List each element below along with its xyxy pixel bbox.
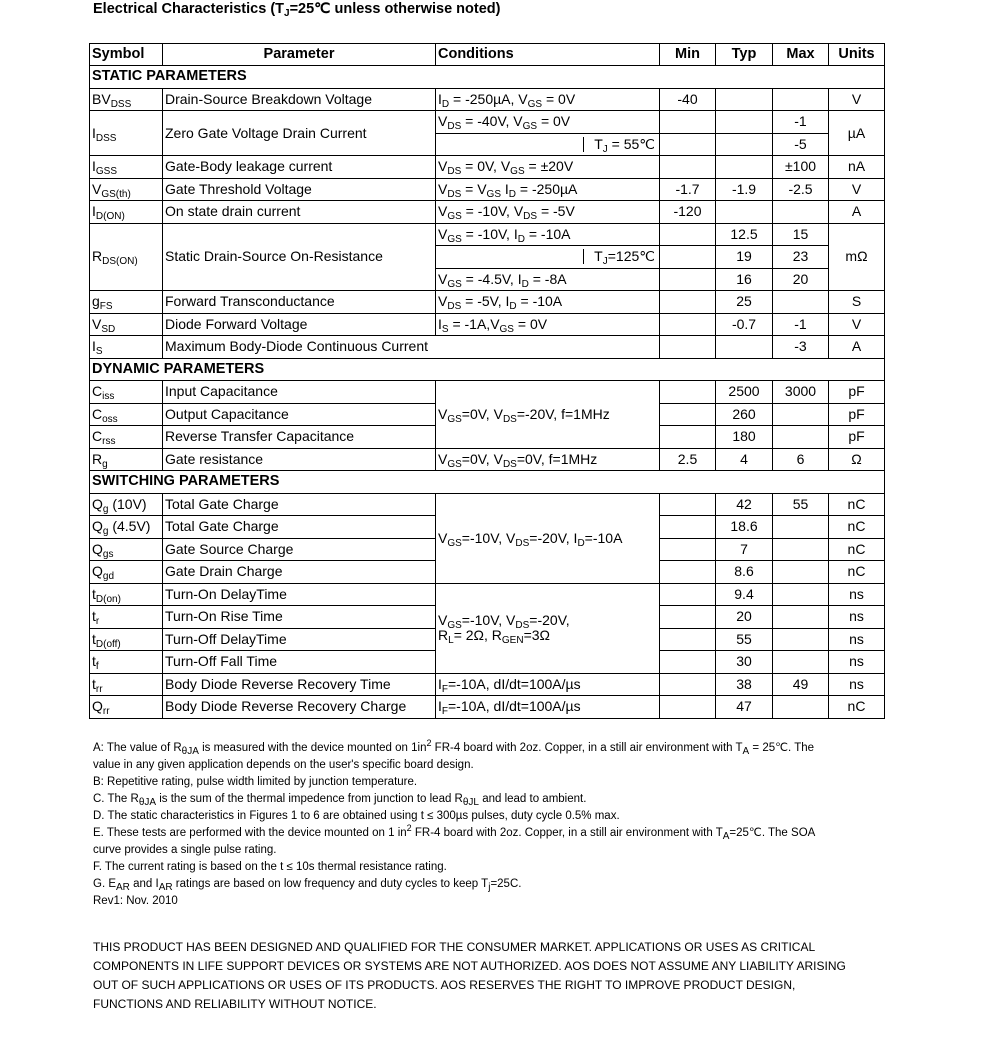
table-row xyxy=(90,156,885,179)
units: V xyxy=(829,313,885,336)
typ-value: 42 xyxy=(716,493,773,516)
conditions: $I_S = -1A,V_{GS} = 0V$ xyxy=(436,313,660,336)
conditions: $V_{DS} = 0V$, $V_{GS} = \pm 20V$ xyxy=(436,156,660,179)
note-g: G. $E_{AR}$ and $I_{AR}$ ratings are based on low frequency and duty cycles to keep $T_j=25C$. xyxy=(93,878,522,893)
table-row xyxy=(90,336,885,359)
section-static: STATIC PARAMETERS xyxy=(90,66,885,89)
table-row xyxy=(90,291,885,314)
conditions: $I_D = -250\mu A$, $V_{GS} = 0V$ xyxy=(436,88,660,111)
max-value: 6 xyxy=(773,448,829,471)
symbol: $g_{FS}$ xyxy=(90,291,163,314)
electrical-characteristics-table xyxy=(89,43,885,719)
typ-value: 18.6 xyxy=(716,516,773,539)
note-b: B: Repetitive rating, pulse width limited by junction temperature. xyxy=(93,776,418,788)
symbol: $C_{rss}$ xyxy=(90,426,163,449)
max-value: ±100 xyxy=(773,156,829,179)
parameter: Output Capacitance xyxy=(163,403,436,426)
typ-value: 260 xyxy=(716,403,773,426)
table-row xyxy=(90,696,885,719)
parameter: Body Diode Reverse Recovery Time xyxy=(163,673,436,696)
table-header xyxy=(90,44,885,66)
conditions: $V_{DS} = V_{GS}$ $I_D = -250\mu A$ xyxy=(436,178,660,201)
symbol: $R_g$ xyxy=(90,448,163,471)
conditions: $I_F=-10A$, dI/dt=100A/µs xyxy=(436,696,660,719)
max-value: 23 xyxy=(773,246,829,269)
note-f: F. The current rating is based on the t ≤ 10s thermal resistance rating. xyxy=(93,861,447,873)
header-parameter: Parameter xyxy=(163,44,436,66)
units: nC xyxy=(829,516,885,539)
conditions: $V_{GS}=0V$, $V_{DS}=-20V$, f=1MHz xyxy=(436,381,660,449)
conditions: $V_{GS} = -10V$, $V_{DS} = -5V$ xyxy=(436,201,660,224)
max-value: 55 xyxy=(773,493,829,516)
header-typ: Typ xyxy=(716,44,773,66)
revision: Rev1: Nov. 2010 xyxy=(93,895,178,907)
max-value: -5 xyxy=(773,133,829,156)
units: pF xyxy=(829,381,885,404)
symbol: $I_{DSS}$ xyxy=(90,111,163,156)
header-units: Units xyxy=(829,44,885,66)
symbol: $C_{oss}$ xyxy=(90,403,163,426)
units: µA xyxy=(829,111,885,156)
symbol: $I_S$ xyxy=(90,336,163,359)
conditions: $I_F=-10A$, dI/dt=100A/µs xyxy=(436,673,660,696)
min-value: -120 xyxy=(660,201,716,224)
typ-value: 16 xyxy=(716,268,773,291)
max-value: 15 xyxy=(773,223,829,246)
units: ns xyxy=(829,628,885,651)
note-d: D. The static characteristics in Figures 1 to 6 are obtained using t ≤ 300µs pulses, duty cycle 0.5% max. xyxy=(93,810,620,822)
parameter: Gate resistance xyxy=(163,448,436,471)
parameter: Drain-Source Breakdown Voltage xyxy=(163,88,436,111)
units: S xyxy=(829,291,885,314)
symbol: $Q_{gd}$ xyxy=(90,561,163,584)
parameter: Diode Forward Voltage xyxy=(163,313,436,336)
tj-condition: $T_J=125℃$ xyxy=(583,249,659,264)
typ-value: 9.4 xyxy=(716,583,773,606)
parameter: Maximum Body-Diode Continuous Current xyxy=(163,336,660,359)
parameter: Gate Source Charge xyxy=(163,538,436,561)
symbol: $t_{rr}$ xyxy=(90,673,163,696)
note-e-cont: curve provides a single pulse rating. xyxy=(93,844,277,856)
parameter: On state drain current xyxy=(163,201,436,224)
max-value: -2.5 xyxy=(773,178,829,201)
disclaimer-line: THIS PRODUCT HAS BEEN DESIGNED AND QUALIFIED FOR THE CONSUMER MARKET. APPLICATIONS OR USES AS CRITICAL xyxy=(93,940,816,954)
typ-value: 38 xyxy=(716,673,773,696)
parameter: Total Gate Charge xyxy=(163,516,436,539)
note-a-cont: value in any given application depends on the user's specific board design. xyxy=(93,759,474,771)
typ-value: 19 xyxy=(716,246,773,269)
symbol: $Q_{gs}$ xyxy=(90,538,163,561)
conditions: $V_{DS} = -5V$, $I_D = -10A$ xyxy=(436,291,660,314)
units: Ω xyxy=(829,448,885,471)
max-value: -1 xyxy=(773,313,829,336)
units: pF xyxy=(829,426,885,449)
symbol: $I_{D(ON)}$ xyxy=(90,201,163,224)
units: mΩ xyxy=(829,223,885,291)
section-dynamic: DYNAMIC PARAMETERS xyxy=(90,358,885,381)
page-title: Electrical Characteristics ($T_J=25℃$ unless otherwise noted) xyxy=(93,1,501,19)
conditions: $V_{DS} = -40V$, $V_{GS} = 0V$ xyxy=(436,111,660,134)
max-value: 20 xyxy=(773,268,829,291)
min-value: -1.7 xyxy=(660,178,716,201)
conditions: $V_{GS}=-10V$, $V_{DS}=-20V$, $R_L= 2\Omega$, $R_{GEN}=3\Omega$ xyxy=(436,583,660,673)
max-value: -1 xyxy=(773,111,829,134)
table-row xyxy=(90,448,885,471)
typ-value: -1.9 xyxy=(716,178,773,201)
typ-value: 12.5 xyxy=(716,223,773,246)
header-conditions: Conditions xyxy=(436,44,660,66)
header-max: Max xyxy=(773,44,829,66)
parameter: Turn-Off Fall Time xyxy=(163,651,436,674)
units: V xyxy=(829,88,885,111)
units: ns xyxy=(829,673,885,696)
parameter: Gate-Body leakage current xyxy=(163,156,436,179)
symbol: $t_{D(on)}$ xyxy=(90,583,163,606)
disclaimer-line: FUNCTIONS AND RELIABILITY WITHOUT NOTICE. xyxy=(93,997,377,1011)
footnotes xyxy=(93,740,893,910)
symbol: $Q_{rr}$ xyxy=(90,696,163,719)
disclaimer xyxy=(93,938,893,1014)
units: ns xyxy=(829,606,885,629)
units: A xyxy=(829,201,885,224)
typ-value: 25 xyxy=(716,291,773,314)
units: V xyxy=(829,178,885,201)
parameter: Static Drain-Source On-Resistance xyxy=(163,223,436,291)
parameter: Gate Drain Charge xyxy=(163,561,436,584)
parameter: Forward Transconductance xyxy=(163,291,436,314)
table-row xyxy=(90,88,885,111)
units: nC xyxy=(829,696,885,719)
table-row xyxy=(90,111,885,134)
typ-value: 47 xyxy=(716,696,773,719)
disclaimer-line: COMPONENTS IN LIFE SUPPORT DEVICES OR SYSTEMS ARE NOT AUTHORIZED. AOS DOES NOT ASSUME ANY LIABILITY ARISING xyxy=(93,959,846,973)
symbol: $Q_g$ (10V) xyxy=(90,493,163,516)
table-row xyxy=(90,381,885,404)
symbol: $R_{DS(ON)}$ xyxy=(90,223,163,291)
conditions: $V_{GS} = -4.5V$, $I_D = -8A$ xyxy=(436,268,660,291)
max-value: -3 xyxy=(773,336,829,359)
symbol: $C_{iss}$ xyxy=(90,381,163,404)
typ-value: 2500 xyxy=(716,381,773,404)
section-switching: SWITCHING PARAMETERS xyxy=(90,471,885,494)
units: nA xyxy=(829,156,885,179)
typ-value: 180 xyxy=(716,426,773,449)
conditions: $V_{GS}=0V$, $V_{DS}=0V$, f=1MHz xyxy=(436,448,660,471)
typ-value: -0.7 xyxy=(716,313,773,336)
table-row xyxy=(90,583,885,606)
header-symbol: Symbol xyxy=(90,44,163,66)
units: ns xyxy=(829,651,885,674)
units: pF xyxy=(829,403,885,426)
symbol: $t_{D(off)}$ xyxy=(90,628,163,651)
parameter: Turn-Off DelayTime xyxy=(163,628,436,651)
table-row xyxy=(90,313,885,336)
parameter: Turn-On Rise Time xyxy=(163,606,436,629)
symbol: $V_{GS(th)}$ xyxy=(90,178,163,201)
table-row xyxy=(90,178,885,201)
table-row xyxy=(90,493,885,516)
typ-value: 30 xyxy=(716,651,773,674)
max-value: 49 xyxy=(773,673,829,696)
units: A xyxy=(829,336,885,359)
disclaimer-line: OUT OF SUCH APPLICATIONS OR USES OF ITS PRODUCTS. AOS RESERVES THE RIGHT TO IMPROVE PRODUCT DESIGN, xyxy=(93,978,796,992)
units: ns xyxy=(829,583,885,606)
min-value: 2.5 xyxy=(660,448,716,471)
max-value: 3000 xyxy=(773,381,829,404)
table-row xyxy=(90,673,885,696)
parameter: Total Gate Charge xyxy=(163,493,436,516)
typ-value: 55 xyxy=(716,628,773,651)
parameter: Zero Gate Voltage Drain Current xyxy=(163,111,436,156)
units: nC xyxy=(829,538,885,561)
symbol: $V_{SD}$ xyxy=(90,313,163,336)
parameter: Input Capacitance xyxy=(163,381,436,404)
tj-condition: $T_J$ = 55℃ xyxy=(583,137,659,152)
units: nC xyxy=(829,561,885,584)
parameter: Turn-On DelayTime xyxy=(163,583,436,606)
parameter: Body Diode Reverse Recovery Charge xyxy=(163,696,436,719)
note-c: C. The $R_{\theta JA}$ is the sum of the thermal impedence from junction to lead $R_{\theta JL}$ and lead to ambient. xyxy=(93,793,587,808)
parameter: Gate Threshold Voltage xyxy=(163,178,436,201)
table-row xyxy=(90,201,885,224)
symbol: $t_r$ xyxy=(90,606,163,629)
note-a: A: The value of $R_{\theta JA}$ is measured with the device mounted on $1in^2$ FR-4 board with 2oz. Copper, in a still air environment with $T_A$ = 25℃. The xyxy=(93,738,815,757)
symbol: $Q_g$ (4.5V) xyxy=(90,516,163,539)
conditions xyxy=(436,133,660,156)
min-value: -40 xyxy=(660,88,716,111)
symbol: $t_f$ xyxy=(90,651,163,674)
symbol: $I_{GSS}$ xyxy=(90,156,163,179)
conditions: $V_{GS} = -10V$, $I_D = -10A$ xyxy=(436,223,660,246)
note-e: E. These tests are performed with the device mounted on 1 $in^2$ FR-4 board with 2oz. Copper, in a still air environment with $T_A=25℃$. The SOA xyxy=(93,823,816,842)
header-min: Min xyxy=(660,44,716,66)
table-row xyxy=(90,223,885,246)
units: nC xyxy=(829,493,885,516)
typ-value: 8.6 xyxy=(716,561,773,584)
symbol: $BV_{DSS}$ xyxy=(90,88,163,111)
conditions: $V_{GS}=-10V$, $V_{DS}=-20V$, $I_D=-10A$ xyxy=(436,493,660,583)
conditions xyxy=(436,246,660,269)
parameter: Reverse Transfer Capacitance xyxy=(163,426,436,449)
typ-value: 7 xyxy=(716,538,773,561)
typ-value: 4 xyxy=(716,448,773,471)
typ-value: 20 xyxy=(716,606,773,629)
